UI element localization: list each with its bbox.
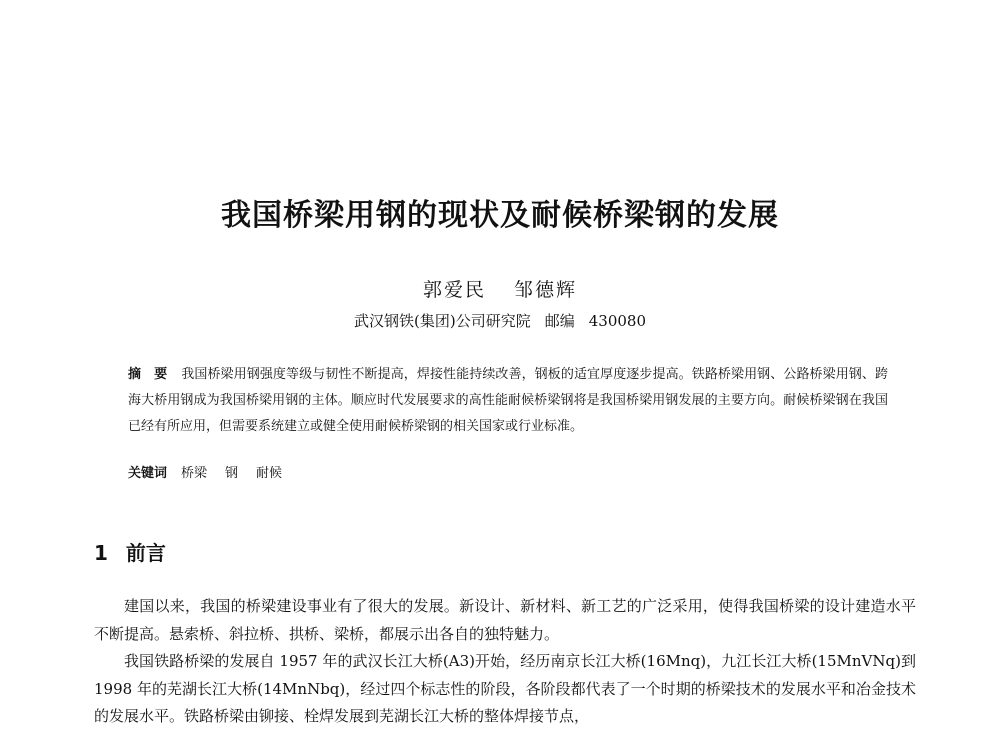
abstract — [128, 362, 888, 440]
affiliation-org: 武汉钢铁(集团)公司研究院 — [354, 312, 531, 330]
abstract-label: 摘 要 — [128, 367, 168, 382]
postcode-value: 430080 — [588, 312, 646, 330]
body-paragraph: 建国以来，我国的桥梁建设事业有了很大的发展。新设计、新材料、新工艺的广泛采用，使得我国桥梁的设计建造水平不断提高。悬索桥、斜拉桥、拱桥、梁桥，都展示出各自的独特魅力。 — [94, 597, 916, 643]
keyword: 桥梁 — [181, 466, 208, 481]
paper-title: 我国桥梁用钢的现状及耐候桥梁钢的发展 — [221, 198, 779, 233]
postcode-label: 邮编 — [544, 312, 575, 330]
keywords-label: 关键词 — [128, 466, 168, 481]
author-list — [0, 277, 1000, 303]
author-name: 邹德辉 — [514, 279, 578, 301]
keyword: 钢 — [225, 466, 239, 481]
affiliation — [0, 310, 1000, 332]
author-name: 郭爱民 — [422, 279, 486, 301]
keyword: 耐候 — [256, 466, 283, 481]
keywords — [128, 462, 300, 486]
section-title: 前言 — [125, 541, 166, 565]
body-text — [94, 593, 916, 731]
abstract-text: 我国桥梁用钢强度等级与韧性不断提高，焊接性能持续改善，钢板的适宜厚度逐步提高。铁路桥梁用钢、公路桥梁用钢、跨海大桥用钢成为我国桥梁用钢的主体。顺应时代发展要求的高性能耐候桥梁钢将是我国桥梁用钢发展的主要方向。耐候桥梁钢在我国已经有所应用，但需要系统建立或健全使用耐候桥梁钢的相关国家或行业标准。 — [128, 367, 888, 434]
body-paragraph: 我国铁路桥梁的发展自 1957 年的武汉长江大桥(A3)开始，经历南京长江大桥(16Mnq)，九江长江大桥(15MnVNq)到 1998 年的芜湖长江大桥(14MnNbq)，经过四个标志性的阶段，各阶段都代表了一个时期的桥梁技术的发展水平和冶金技术的发展水平。铁路桥梁由铆接、栓焊发展到芜湖长江大桥的整体焊接节点， — [94, 652, 916, 725]
section-number: 1 — [94, 541, 108, 565]
section-heading — [94, 538, 166, 568]
